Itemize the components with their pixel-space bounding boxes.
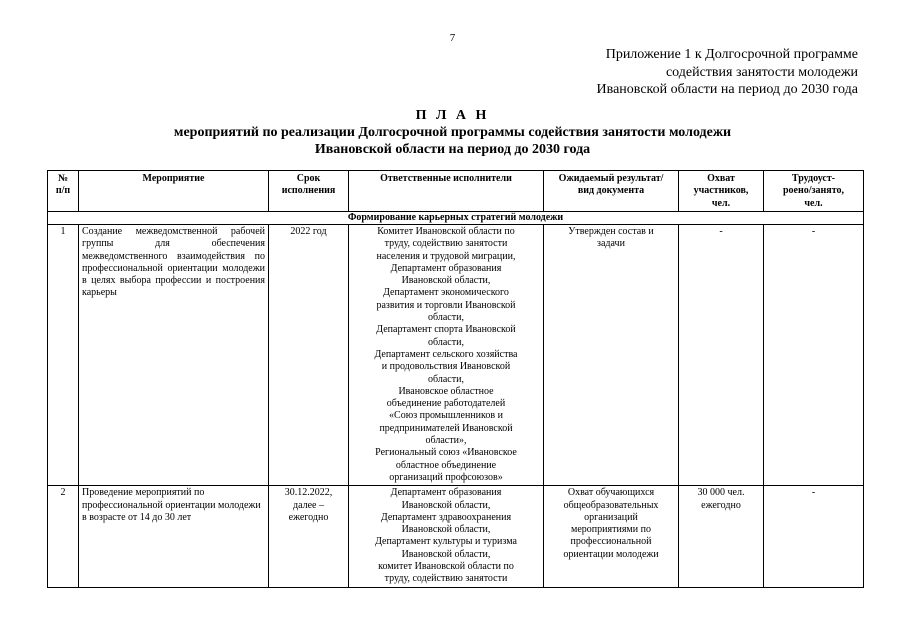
plan-table bbox=[47, 170, 864, 588]
appendix-note bbox=[597, 46, 858, 99]
row-event: Создание межведомственной рабочей группы для обеспечения межведомственного взаимодействия по профессиональной ориентации молодежи в целях выбора профессии и построения карьеры bbox=[79, 225, 269, 486]
appendix-line: Приложение 1 к Долгосрочной программе bbox=[605, 47, 858, 62]
row-responsible: Комитет Ивановской области по труду, содействию занятости населения и трудовой миграции, Департамент образования Ивановской области, Департамент экономического развития и торговли Ивановской области, Департамент спорта Ивановской области, Департамент сельского хозяйства и продовольствия Ивановской области, Ивановское областное объединение работодателей «Союз промышленников и предпринимателей Ивановской области», Региональный союз «Ивановское областное объединение организаций профсоюзов» bbox=[349, 225, 544, 486]
row-employed: - bbox=[764, 225, 864, 486]
row-coverage: - bbox=[679, 225, 764, 486]
header-term: Срок исполнения bbox=[269, 171, 349, 212]
table-row bbox=[48, 486, 864, 587]
appendix-line: Ивановской области на период до 2030 года bbox=[596, 82, 858, 97]
table-row bbox=[48, 225, 864, 486]
appendix-line: содействия занятости молодежи bbox=[665, 64, 858, 80]
row-event: Проведение мероприятий по профессиональной ориентации молодежи в возрасте от 14 до 30 лет bbox=[79, 486, 269, 587]
row-num: 1 bbox=[48, 225, 79, 486]
row-result: Утвержден состав и задачи bbox=[544, 225, 679, 486]
header-employed: Трудоуст- роено/занято, чел. bbox=[764, 171, 864, 212]
header-coverage: Охват участников, чел. bbox=[679, 171, 764, 212]
plan-heading: П Л А Н bbox=[415, 108, 490, 123]
header-num: № п/п bbox=[48, 171, 79, 212]
header-responsible: Ответственные исполнители bbox=[349, 171, 544, 212]
row-term: 2022 год bbox=[269, 225, 349, 486]
page-number: 7 bbox=[449, 32, 456, 44]
table-header-row bbox=[48, 171, 864, 212]
document-title bbox=[0, 107, 905, 158]
section-row bbox=[48, 212, 864, 225]
row-responsible: Департамент образования Ивановской области, Департамент здравоохранения Ивановской области, Департамент культуры и туризма Ивановской области, комитет Ивановской области по труду, содействию занятости bbox=[349, 486, 544, 587]
section-title: Формирование карьерных стратегий молодежи bbox=[48, 212, 864, 225]
row-num: 2 bbox=[48, 486, 79, 587]
row-employed: - bbox=[764, 486, 864, 587]
title-line: мероприятий по реализации Долгосрочной программы содействия занятости молодежи bbox=[173, 125, 732, 140]
row-result: Охват обучающихся общеобразовательных организаций мероприятиями по профессиональной ориентации молодежи bbox=[544, 486, 679, 587]
row-coverage: 30 000 чел. ежегодно bbox=[679, 486, 764, 587]
header-result: Ожидаемый результат/ вид документа bbox=[544, 171, 679, 212]
row-term: 30.12.2022, далее – ежегодно bbox=[269, 486, 349, 587]
title-line: Ивановской области на период до 2030 года bbox=[314, 142, 591, 157]
header-event: Мероприятие bbox=[79, 171, 269, 212]
